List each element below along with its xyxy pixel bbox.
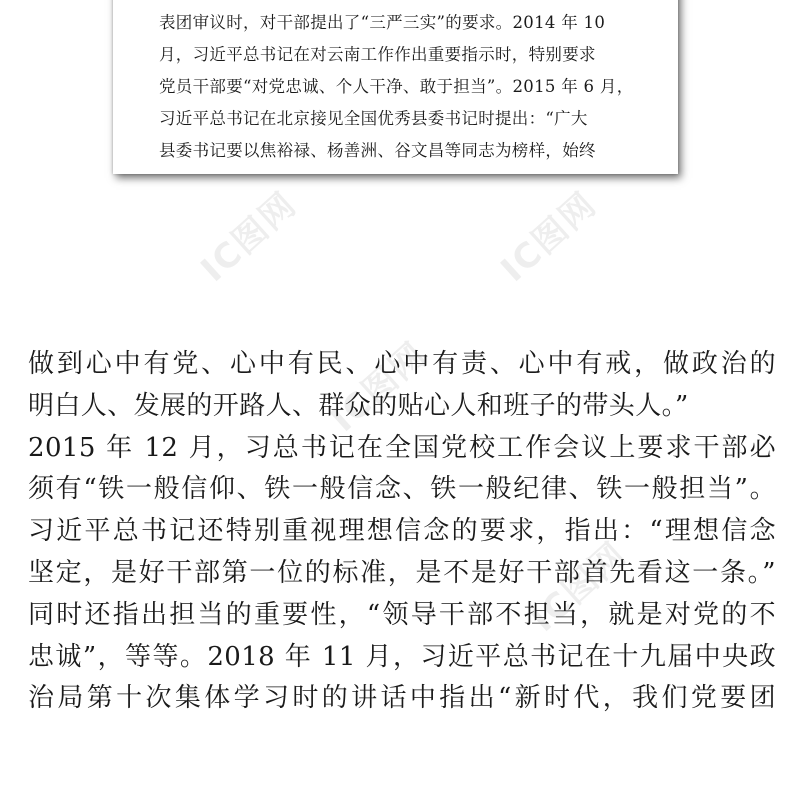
body-line: 同时还指出担当的重要性，“领导干部不担当，就是对党的不: [28, 599, 776, 630]
quote-line: 党员干部要“对党忠诚、个人干净、敢于担当”。2015 年 6 月，: [159, 77, 634, 96]
body-paragraph: [28, 344, 776, 720]
watermark-logo: IC图网: [493, 184, 605, 290]
body-line: 忠诚”，等等。2018 年 11 月，习近平总书记在十九届中央政: [28, 641, 776, 672]
quote-line: 表团审议时，对干部提出了“三严三实”的要求。2014 年 10: [159, 13, 606, 32]
watermark-logo: IC图网: [523, 534, 635, 640]
quote-card: [113, 0, 678, 174]
body-line: 须有“铁一般信仰、铁一般信念、铁一般纪律、铁一般担当”。: [28, 474, 776, 505]
body-line: 2015 年 12 月，习总书记在全国党校工作会议上要求干部必: [28, 432, 776, 463]
body-line: 明白人、发展的开路人、群众的贴心人和班子的带头人。”: [28, 390, 689, 421]
body-line: 做到心中有党、心中有民、心中有责、心中有戒，做政治的: [28, 349, 776, 379]
quote-line: 习近平总书记在北京接见全国优秀县委书记时提出：“广大: [159, 109, 588, 128]
quote-line: 月，习近平总书记在对云南工作作出重要指示时，特别要求: [159, 45, 596, 64]
body-line: 治局第十次集体学习时的讲话中指出“新时代，我们党要团: [28, 683, 776, 714]
watermark-logo: IC图网: [193, 184, 305, 290]
body-line: 习近平总书记还特别重视理想信念的要求，指出：“理想信念: [28, 516, 776, 547]
quote-line: 县委书记要以焦裕禄、杨善洲、谷文昌等同志为榜样，始终: [159, 141, 596, 160]
body-line: 坚定，是好干部第一位的标准，是不是好干部首先看这一条。”: [28, 557, 776, 588]
watermark-logo: IC图网: [323, 334, 435, 440]
